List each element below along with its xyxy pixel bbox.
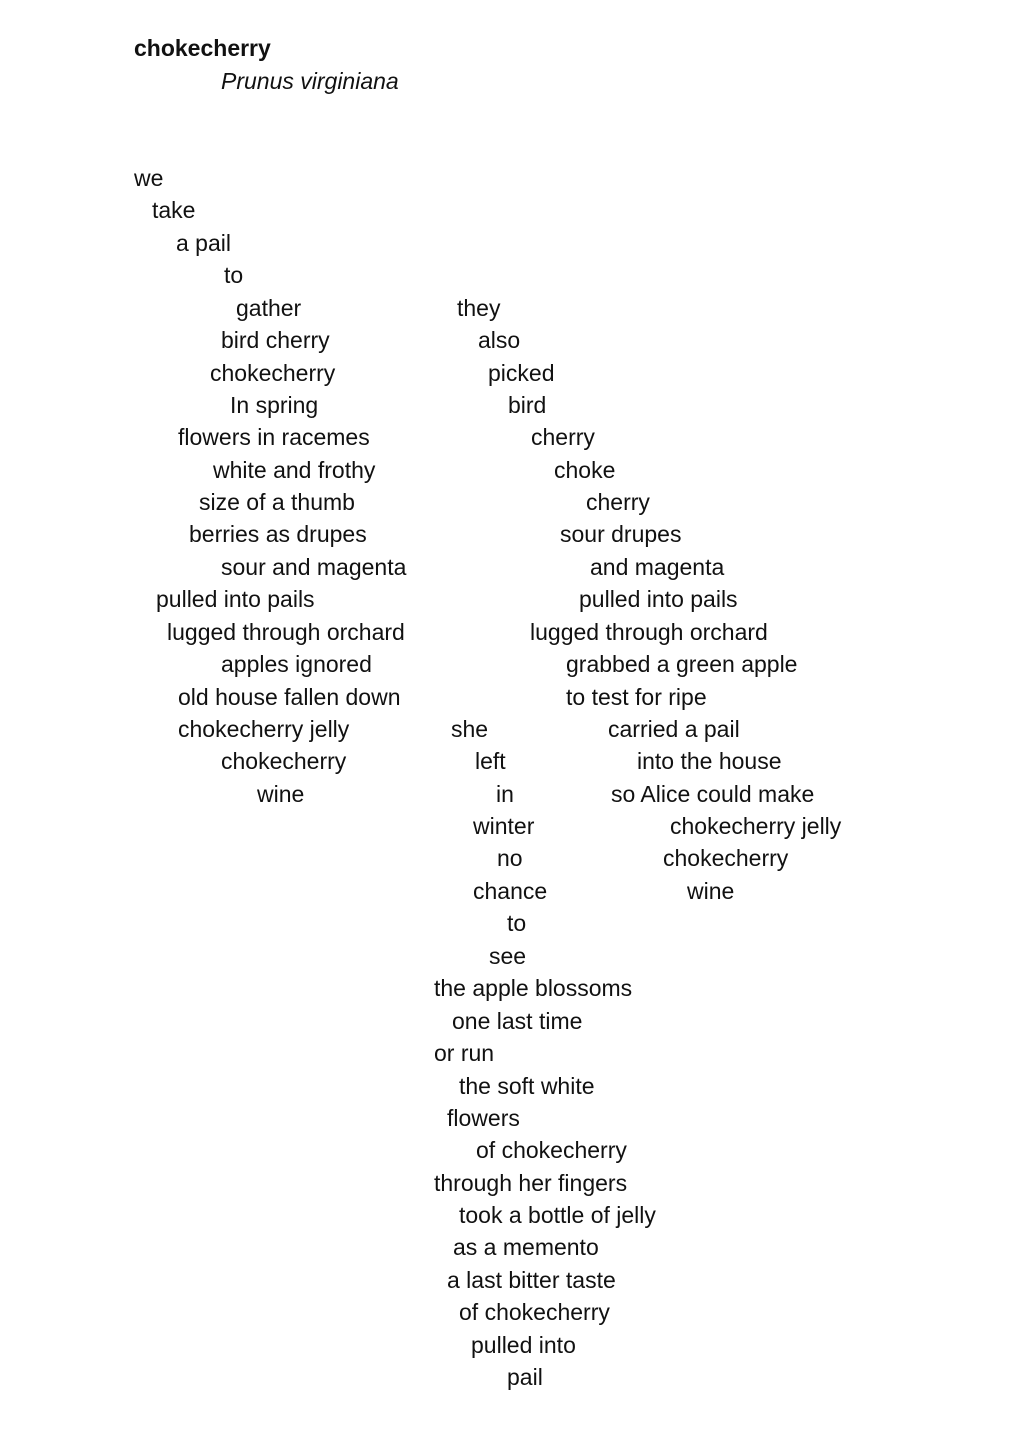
poem-line: choke [554,457,616,483]
poem-line: took a bottle of jelly [459,1202,656,1228]
poem-line: they [457,295,501,321]
poem-line: white and frothy [213,457,376,483]
poem-line: chokecherry [221,748,347,774]
poem-line: cherry [586,489,650,515]
poem-line: chance [473,878,548,904]
poem-line: to [507,910,527,936]
poem-line: pulled into pails [156,586,315,612]
poem-line: size of a thumb [199,489,355,515]
poem-line: sour drupes [560,521,682,547]
poem-line: of chokecherry [476,1137,627,1163]
poem-line: to [224,262,244,288]
poem-line: pulled into pails [579,586,738,612]
poem-line: also [478,327,521,353]
poem-line: flowers in racemes [178,424,370,450]
poem-line: see [489,943,527,969]
poem-line: pulled into [471,1332,576,1358]
poem-line: wine [687,878,735,904]
poem-line: chokecherry jelly [178,716,350,742]
poem-line: the apple blossoms [434,975,633,1001]
poem-line: In spring [230,392,319,418]
poem-line: old house fallen down [178,684,401,710]
poem-line: berries as drupes [189,521,367,547]
poem-line: through her fingers [434,1170,628,1196]
poem-subtitle: Prunus virginiana [221,68,399,94]
poem-line: left [475,748,506,774]
poem-line: or run [434,1040,495,1066]
poem-line: in [496,781,514,807]
poem-line: so Alice could make [611,781,815,807]
poem-line: gather [236,295,302,321]
poem-title: chokecherry [134,35,271,61]
poem-line: chokecherry [663,845,789,871]
poem-line: a pail [176,230,231,256]
poem-line: grabbed a green apple [566,651,798,677]
poem-line: chokecherry [210,360,336,386]
poem-line: one last time [452,1008,583,1034]
poem-line: cherry [531,424,595,450]
poem-line: lugged through orchard [530,619,768,645]
poem-line: of chokecherry [459,1299,610,1325]
poem-line: picked [488,360,555,386]
poem-line: a last bitter taste [447,1267,616,1293]
poem-line: no [497,845,523,871]
poem-line: to test for ripe [566,684,707,710]
poem-line: lugged through orchard [167,619,405,645]
poem-line: bird cherry [221,327,330,353]
poem-line: sour and magenta [221,554,407,580]
poem-line: wine [257,781,305,807]
poem-line: bird [508,392,547,418]
poem-line: into the house [637,748,782,774]
poem-line: we [134,165,164,191]
poem-line: she [451,716,489,742]
poem-line: the soft white [459,1073,595,1099]
poem-line: carried a pail [608,716,740,742]
poem-line: flowers [447,1105,520,1131]
poem-line: take [152,197,196,223]
poem-line: chokecherry jelly [670,813,842,839]
poem-line: as a memento [453,1234,599,1260]
poem-line: apples ignored [221,651,372,677]
poem-line: and magenta [590,554,725,580]
poem-line: winter [473,813,535,839]
poem-line: pail [507,1364,543,1390]
